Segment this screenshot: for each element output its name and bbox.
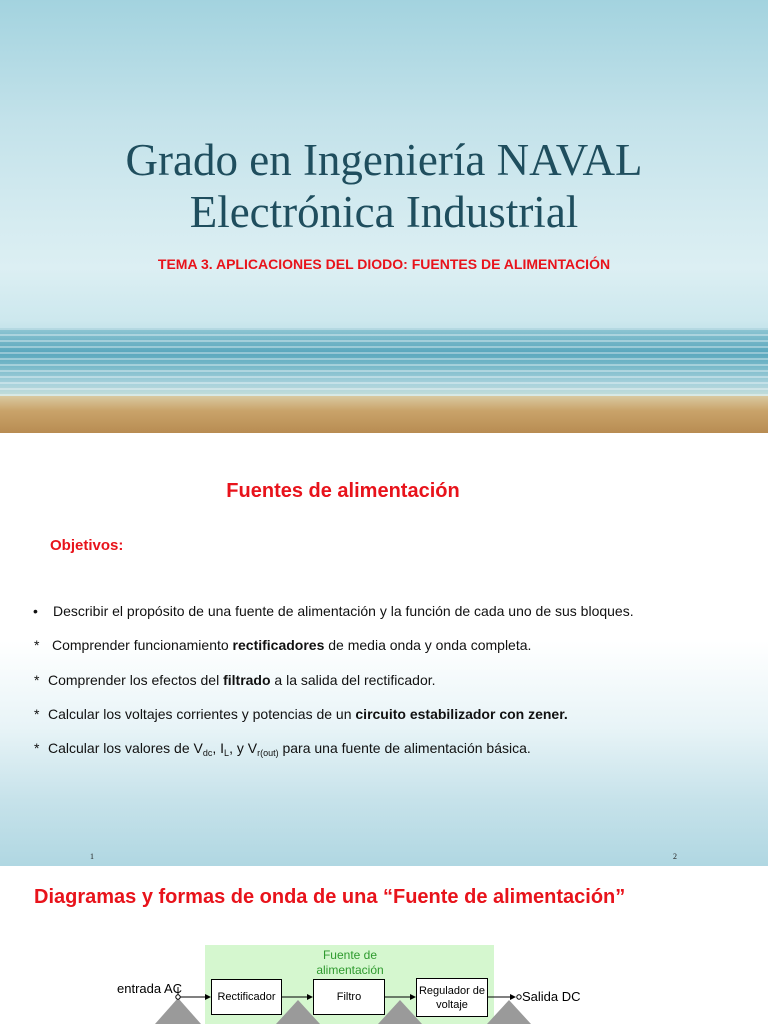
- sand-band: [0, 396, 768, 433]
- bullet-marker: *: [34, 706, 40, 722]
- bullet-marker: *: [34, 637, 40, 653]
- slide-title: [0, 0, 768, 433]
- power-supply-label-line2: alimentación: [316, 963, 384, 977]
- bullet-marker: •: [33, 603, 38, 619]
- objective-text: Describir el propósito de una fuente de alimentación y la función de cada uno de sus bloques.: [53, 603, 634, 619]
- objective-text-mid: , I: [212, 740, 225, 756]
- subscript-rout: r(out): [257, 748, 279, 758]
- diagram-slide-title: Diagramas y formas de onda de una “Fuente de alimentación”: [34, 886, 626, 908]
- voltage-regulator-block: Regulador de voltaje: [416, 978, 488, 1017]
- objective-keyword: filtrado: [223, 672, 271, 688]
- input-ac-label: entrada AC: [117, 981, 183, 996]
- decor-triangle: [155, 998, 201, 1024]
- objective-keyword: rectificadores: [232, 637, 325, 653]
- subscript-dc: dc: [202, 748, 213, 758]
- bullet-marker: *: [34, 740, 40, 756]
- objective-item: [34, 706, 568, 722]
- power-supply-label-line1: Fuente de: [322, 948, 378, 962]
- bullet-marker: *: [34, 672, 40, 688]
- objective-text: Calcular los valores de V: [48, 740, 203, 756]
- page-number-2: 2: [673, 852, 677, 861]
- objectives-label: Objetivos:: [50, 537, 124, 554]
- objective-text: Comprender los efectos del: [48, 672, 224, 688]
- objective-keyword: circuito estabilizador con zener.: [355, 706, 568, 722]
- subscript-l: L: [224, 748, 230, 758]
- objective-text-mid: , y V: [229, 740, 258, 756]
- slide-title-line2: Electrónica Industrial: [189, 187, 579, 237]
- slide-diagram: [0, 866, 768, 1024]
- slide-objectives: [0, 433, 768, 866]
- output-dc-label: Salida DC: [522, 989, 581, 1004]
- objective-text-tail: a la salida del rectificador.: [270, 672, 436, 688]
- objective-item: [33, 603, 634, 619]
- output-terminal: [517, 995, 521, 999]
- sea-band: [0, 328, 768, 398]
- objective-item: [34, 637, 531, 653]
- rectifier-block: Rectificador: [211, 979, 282, 1015]
- arrow-head: [510, 994, 516, 1000]
- objective-text: Calcular los voltajes corrientes y potencias de un: [48, 706, 356, 722]
- objectives-slide-title: Fuentes de alimentación: [226, 480, 460, 502]
- slide-title-line1: Grado en Ingeniería NAVAL: [125, 135, 643, 185]
- objective-text-tail: para una fuente de alimentación básica.: [278, 740, 531, 756]
- objective-item: [34, 672, 436, 688]
- page-number-1: 1: [90, 852, 94, 861]
- objective-item: [34, 740, 531, 758]
- filter-block: Filtro: [313, 979, 385, 1015]
- slide-subtitle: TEMA 3. APLICACIONES DEL DIODO: FUENTES DE ALIMENTACIÓN: [157, 256, 611, 272]
- objective-text-tail: de media onda y onda completa.: [324, 637, 532, 653]
- objective-text: Comprender funcionamiento: [52, 637, 233, 653]
